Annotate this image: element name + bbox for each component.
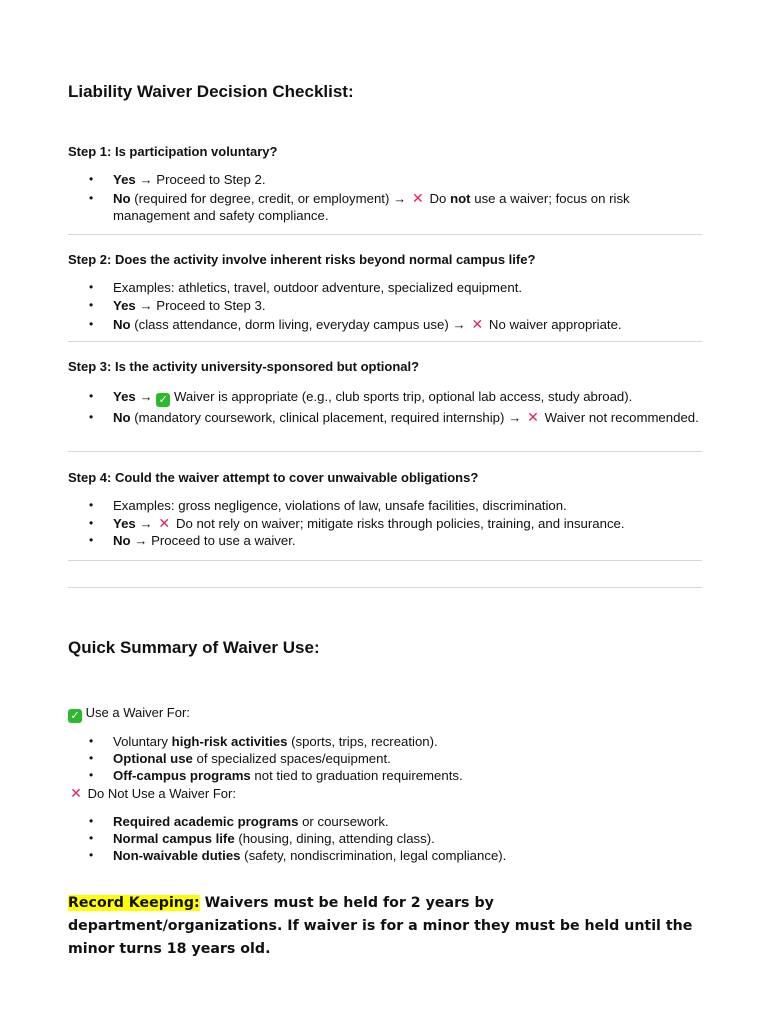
divider: [68, 560, 702, 561]
summary-title: Quick Summary of Waiver Use:: [68, 638, 320, 657]
list-item: • Optional use of specialized spaces/equipment.: [68, 750, 702, 767]
step-2-title: Step 2: Does the activity involve inherent risks beyond normal campus life?: [68, 252, 536, 267]
list-item: • Yes → ✓ Waiver is appropriate (e.g., club sports trip, optional lab access, study abroad).: [68, 388, 702, 407]
list-item: • Normal campus life (housing, dining, attending class).: [68, 830, 702, 847]
list-item: • Voluntary high-risk activities (sports, trips, recreation).: [68, 733, 702, 750]
list-item: • Non-waivable duties (safety, nondiscrimination, legal compliance).: [68, 847, 702, 864]
list-item: • Yes → Proceed to Step 3.: [68, 297, 702, 314]
step-2-list: [68, 279, 702, 333]
step-4-title: Step 4: Could the waiver attempt to cover unwaivable obligations?: [68, 470, 479, 485]
list-item: • No (mandatory coursework, clinical placement, required internship) → ✕ Waiver not recommended.: [68, 409, 702, 426]
check-box-icon: ✓: [156, 393, 170, 407]
use-waiver-list: [68, 733, 702, 784]
step-1-title: Step 1: Is participation voluntary?: [68, 144, 278, 159]
cross-mark-icon: ✕: [70, 785, 82, 801]
list-item: • No (required for degree, credit, or employment) → ✕ Do not use a waiver; focus on risk management and safety compliance.: [68, 190, 702, 224]
step-4-list: [68, 497, 702, 549]
list-item: • Required academic programs or coursework.: [68, 813, 702, 830]
list-item: • Yes → ✕ Do not rely on waiver; mitigate risks through policies, training, and insurance.: [68, 515, 702, 532]
cross-mark-icon: ✕: [158, 515, 171, 531]
record-keeping-text: Waivers must be held for 2 years by department/organizations. If waiver is for a minor they must be held until the minor turns 18 years old.: [68, 895, 693, 957]
step-1-list: [68, 171, 702, 224]
cross-mark-icon: ✕: [527, 409, 539, 425]
divider: [68, 341, 702, 342]
list-item: • Yes → Proceed to Step 2.: [68, 171, 702, 188]
record-keeping-label: Record Keeping:: [68, 895, 200, 911]
divider: [68, 234, 702, 235]
do-not-use-list: [68, 813, 702, 864]
list-item: • Examples: gross negligence, violations of law, unsafe facilities, discrimination.: [68, 497, 702, 514]
cross-mark-icon: ✕: [471, 316, 484, 332]
list-item: • Examples: athletics, travel, outdoor adventure, specialized equipment.: [68, 279, 702, 296]
step-3-list: [68, 388, 702, 426]
check-box-icon: ✓: [68, 709, 82, 723]
list-item: • Off-campus programs not tied to graduation requirements.: [68, 767, 702, 784]
use-waiver-heading: ✓ Use a Waiver For:: [68, 705, 190, 723]
page-title: Liability Waiver Decision Checklist:: [68, 82, 354, 101]
divider: [68, 451, 702, 452]
record-keeping-note: [68, 892, 708, 961]
list-item: • No (class attendance, dorm living, everyday campus use) → ✕ No waiver appropriate.: [68, 316, 702, 333]
step-3-title: Step 3: Is the activity university-sponsored but optional?: [68, 359, 420, 374]
divider: [68, 587, 702, 588]
do-not-use-heading: ✕ Do Not Use a Waiver For:: [68, 785, 236, 802]
list-item: • No → Proceed to use a waiver.: [68, 532, 702, 549]
cross-mark-icon: ✕: [411, 190, 424, 206]
